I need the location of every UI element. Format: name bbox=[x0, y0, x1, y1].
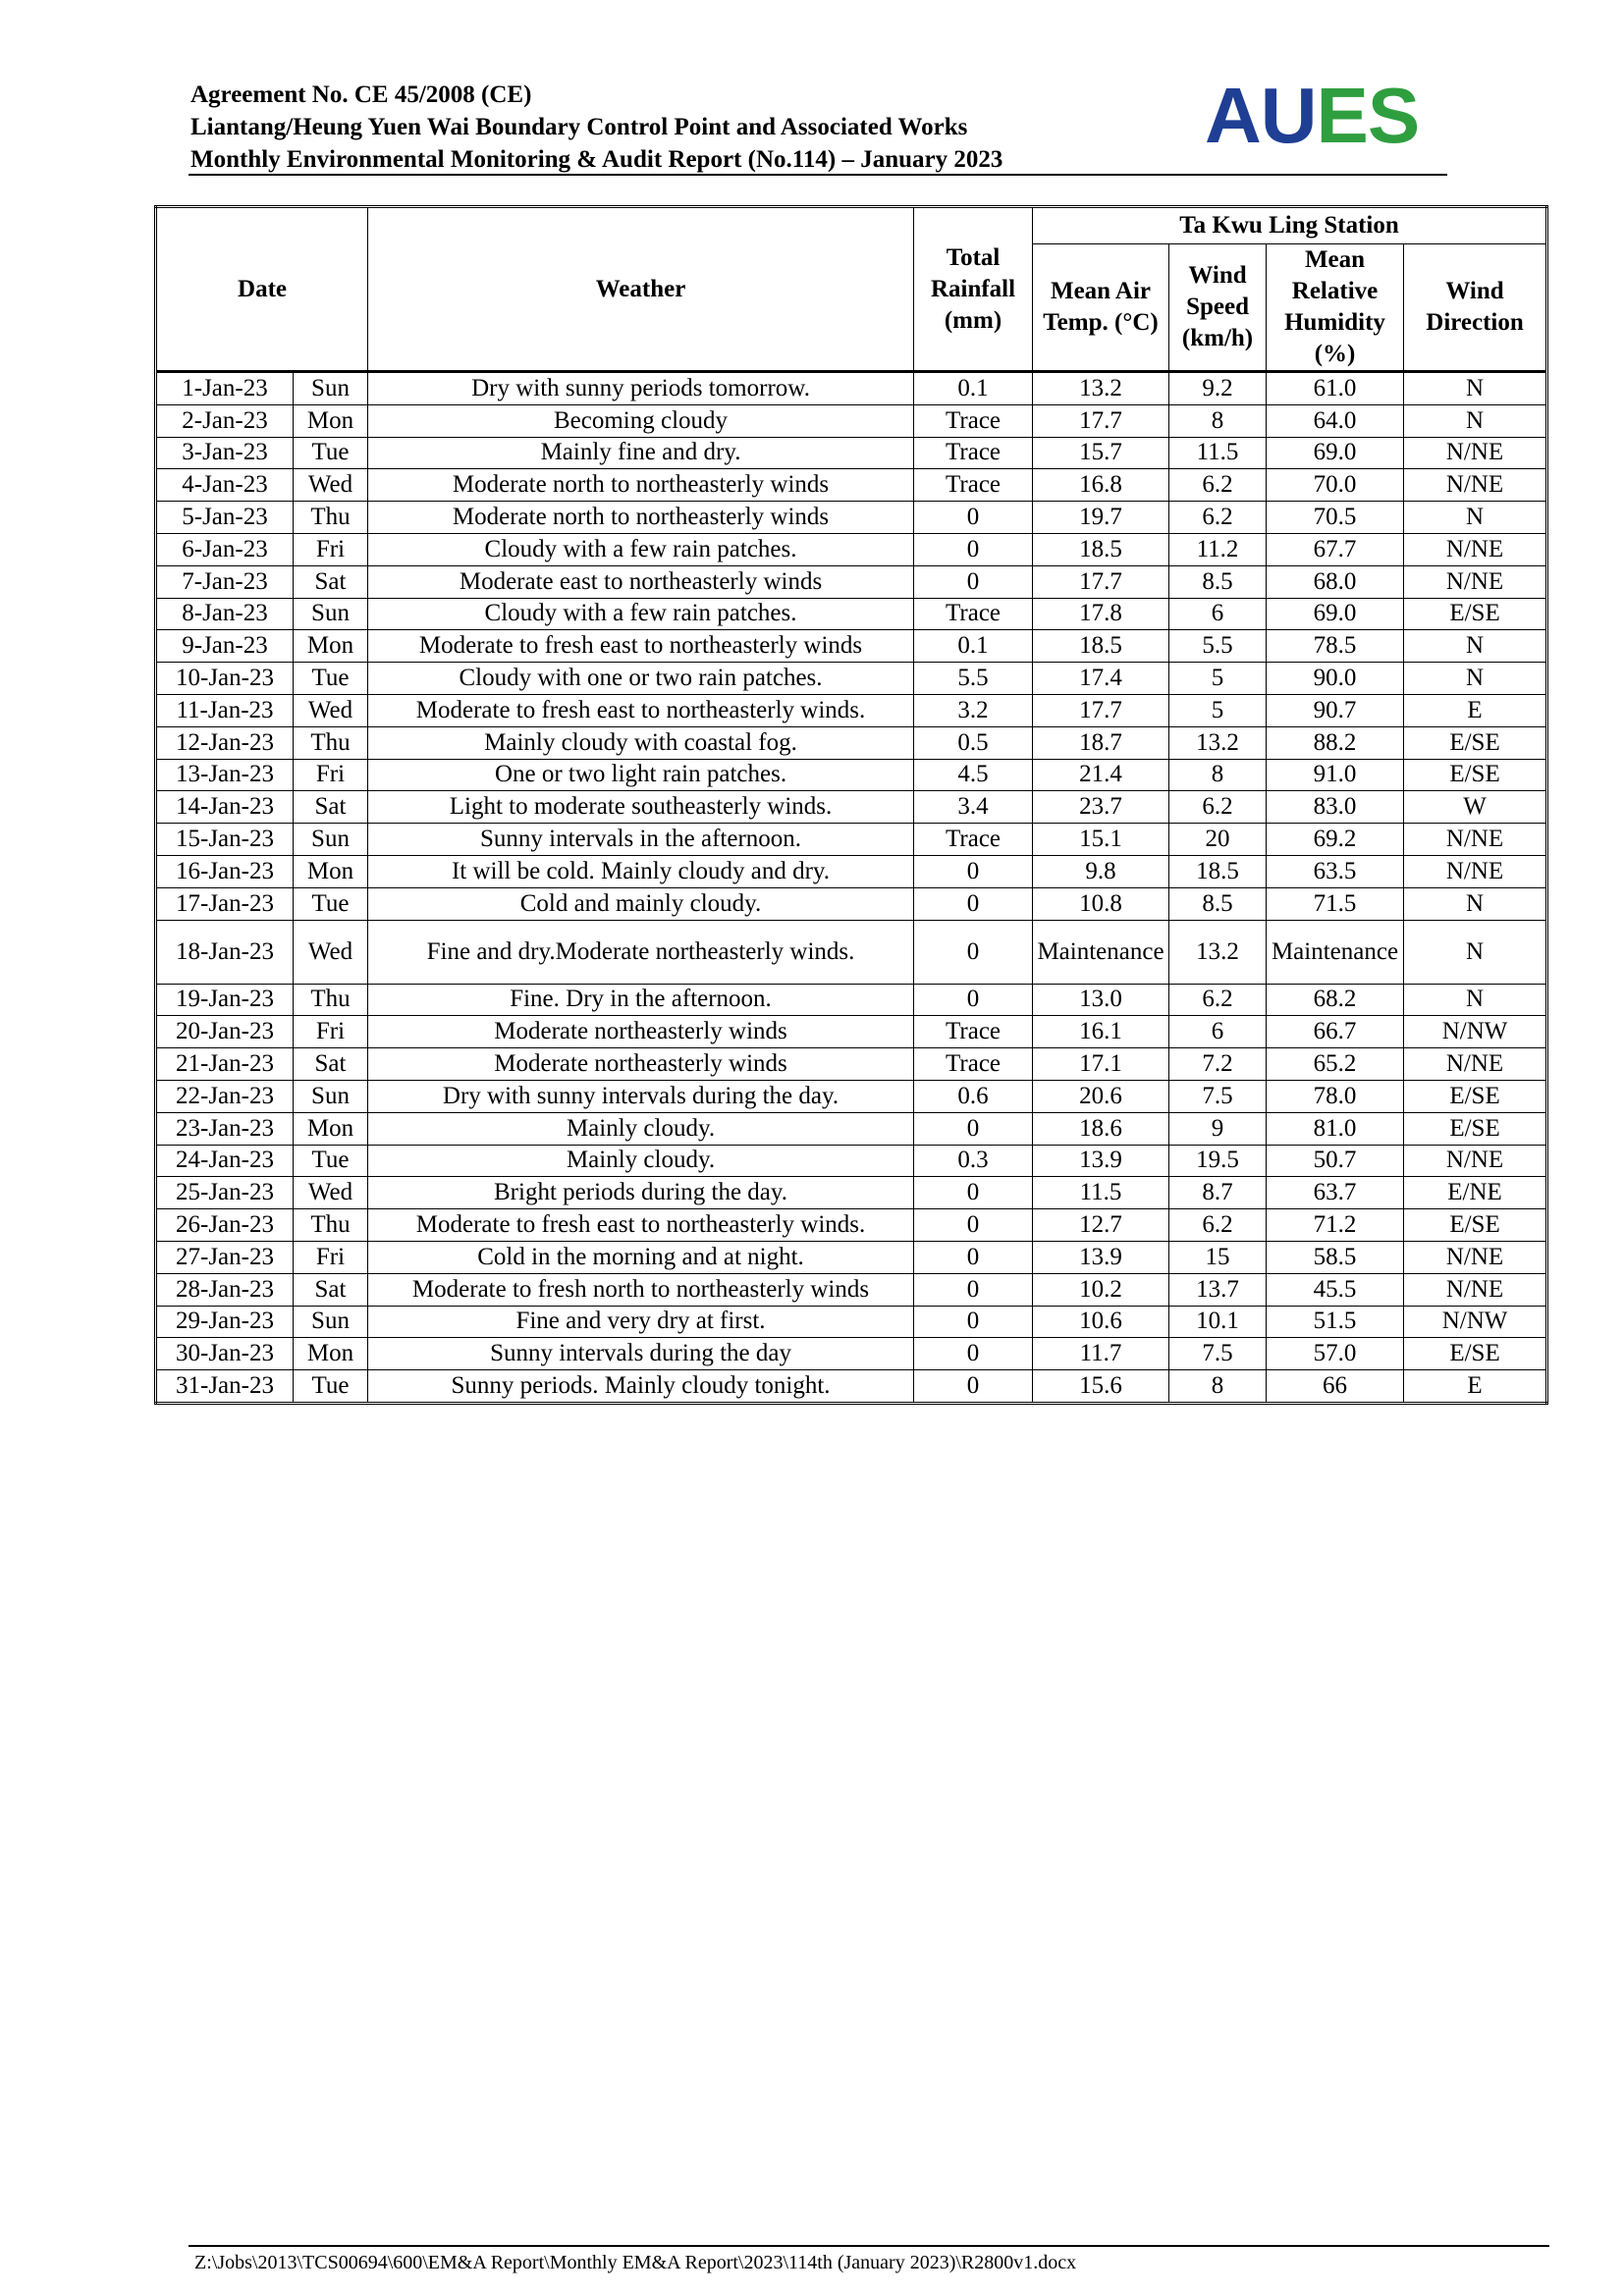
weather-cell: Fine and very dry at first. bbox=[368, 1306, 914, 1338]
temp-cell: 15.1 bbox=[1033, 824, 1169, 856]
humidity-cell: 61.0 bbox=[1267, 372, 1404, 405]
rainfall-cell: 0 bbox=[914, 1177, 1033, 1209]
humidity-cell: 78.5 bbox=[1267, 630, 1404, 663]
temp-cell: 12.7 bbox=[1033, 1209, 1169, 1242]
table-row bbox=[156, 1338, 1547, 1370]
date-cell: 17-Jan-23 bbox=[156, 887, 294, 920]
weather-cell: Sunny periods. Mainly cloudy tonight. bbox=[368, 1370, 914, 1404]
humidity-cell: 45.5 bbox=[1267, 1273, 1404, 1306]
date-cell: 10-Jan-23 bbox=[156, 663, 294, 695]
day-cell: Sun bbox=[294, 372, 368, 405]
temp-cell: 10.2 bbox=[1033, 1273, 1169, 1306]
wind-direction-cell: N bbox=[1404, 502, 1547, 534]
wind-speed-cell: 18.5 bbox=[1169, 855, 1267, 887]
wind-direction-cell: N/NE bbox=[1404, 565, 1547, 598]
day-cell: Sun bbox=[294, 1306, 368, 1338]
weather-cell: Fine. Dry in the afternoon. bbox=[368, 984, 914, 1016]
date-cell: 8-Jan-23 bbox=[156, 598, 294, 630]
date-cell: 4-Jan-23 bbox=[156, 469, 294, 502]
wind-direction-cell: E bbox=[1404, 1370, 1547, 1404]
wind-direction-cell: N/NW bbox=[1404, 1016, 1547, 1048]
wind-speed-cell: 13.2 bbox=[1169, 920, 1267, 984]
table-row bbox=[156, 984, 1547, 1016]
date-cell: 2-Jan-23 bbox=[156, 404, 294, 437]
aues-logo bbox=[1205, 72, 1420, 159]
humidity-column-header: Mean Relative Humidity (%) bbox=[1267, 244, 1404, 372]
humidity-cell: 50.7 bbox=[1267, 1145, 1404, 1177]
rainfall-cell: 0 bbox=[914, 1370, 1033, 1404]
temp-cell: 13.9 bbox=[1033, 1145, 1169, 1177]
wind-direction-cell: N bbox=[1404, 920, 1547, 984]
humidity-cell: 66 bbox=[1267, 1370, 1404, 1404]
table-row bbox=[156, 1209, 1547, 1242]
document-file-path: Z:\Jobs\2013\TCS00694\600\EM&A Report\Monthly EM&A Report\2023\114th (January 2023)\R2800v1.docx bbox=[194, 2252, 1077, 2273]
wind-speed-cell: 9.2 bbox=[1169, 372, 1267, 405]
logo-text-au: AU bbox=[1205, 72, 1317, 159]
weather-cell: Dry with sunny periods tomorrow. bbox=[368, 372, 914, 405]
rainfall-cell: 0 bbox=[914, 1306, 1033, 1338]
wind-direction-cell: E/SE bbox=[1404, 726, 1547, 759]
weather-cell: Moderate to fresh east to northeasterly winds. bbox=[368, 1209, 914, 1242]
day-cell: Tue bbox=[294, 1145, 368, 1177]
humidity-cell: 70.5 bbox=[1267, 502, 1404, 534]
humidity-cell: Maintenance bbox=[1267, 920, 1404, 984]
weather-cell: Bright periods during the day. bbox=[368, 1177, 914, 1209]
wind-speed-cell: 7.5 bbox=[1169, 1338, 1267, 1370]
wind-direction-cell: W bbox=[1404, 791, 1547, 824]
rainfall-column-header: Total Rainfall (mm) bbox=[914, 207, 1033, 372]
project-title: Liantang/Heung Yuen Wai Boundary Control Point and Associated Works bbox=[190, 114, 968, 140]
wind-speed-cell: 20 bbox=[1169, 824, 1267, 856]
wind-speed-cell: 13.2 bbox=[1169, 726, 1267, 759]
weather-cell: Sunny intervals during the day bbox=[368, 1338, 914, 1370]
day-cell: Fri bbox=[294, 759, 368, 791]
day-cell: Sat bbox=[294, 565, 368, 598]
wind-direction-cell: N/NE bbox=[1404, 1048, 1547, 1081]
table-row bbox=[156, 1306, 1547, 1338]
weather-cell: Cloudy with a few rain patches. bbox=[368, 533, 914, 565]
rainfall-cell: 0 bbox=[914, 887, 1033, 920]
weather-cell: Mainly fine and dry. bbox=[368, 437, 914, 469]
rainfall-cell: 0.1 bbox=[914, 372, 1033, 405]
wind-direction-cell: N bbox=[1404, 630, 1547, 663]
wind-speed-cell: 19.5 bbox=[1169, 1145, 1267, 1177]
date-cell: 18-Jan-23 bbox=[156, 920, 294, 984]
rainfall-cell: Trace bbox=[914, 404, 1033, 437]
day-cell: Wed bbox=[294, 920, 368, 984]
table-row bbox=[156, 533, 1547, 565]
date-cell: 13-Jan-23 bbox=[156, 759, 294, 791]
day-cell: Sat bbox=[294, 791, 368, 824]
table-row bbox=[156, 1048, 1547, 1081]
weather-cell: Moderate east to northeasterly winds bbox=[368, 565, 914, 598]
weather-cell: Fine and dry.Moderate northeasterly winds. bbox=[368, 920, 914, 984]
table-row bbox=[156, 663, 1547, 695]
date-cell: 14-Jan-23 bbox=[156, 791, 294, 824]
wind-direction-cell: E/SE bbox=[1404, 759, 1547, 791]
wind-direction-cell: N/NE bbox=[1404, 824, 1547, 856]
day-cell: Thu bbox=[294, 984, 368, 1016]
wind-speed-cell: 15 bbox=[1169, 1241, 1267, 1273]
humidity-cell: 71.2 bbox=[1267, 1209, 1404, 1242]
wind-direction-cell: E/NE bbox=[1404, 1177, 1547, 1209]
humidity-cell: 69.0 bbox=[1267, 598, 1404, 630]
date-cell: 20-Jan-23 bbox=[156, 1016, 294, 1048]
day-cell: Mon bbox=[294, 855, 368, 887]
wind-direction-cell: N bbox=[1404, 372, 1547, 405]
temp-cell: 17.7 bbox=[1033, 694, 1169, 726]
temp-cell: 19.7 bbox=[1033, 502, 1169, 534]
weather-cell: Mainly cloudy with coastal fog. bbox=[368, 726, 914, 759]
date-cell: 9-Jan-23 bbox=[156, 630, 294, 663]
table-row bbox=[156, 759, 1547, 791]
temp-cell: 17.1 bbox=[1033, 1048, 1169, 1081]
humidity-cell: 58.5 bbox=[1267, 1241, 1404, 1273]
temp-cell: 16.1 bbox=[1033, 1016, 1169, 1048]
wind-direction-cell: E/SE bbox=[1404, 598, 1547, 630]
weather-cell: Cloudy with a few rain patches. bbox=[368, 598, 914, 630]
weather-cell: Cold and mainly cloudy. bbox=[368, 887, 914, 920]
wind-speed-cell: 7.5 bbox=[1169, 1080, 1267, 1112]
footer-divider bbox=[189, 2245, 1549, 2247]
temp-cell: 17.7 bbox=[1033, 404, 1169, 437]
date-cell: 30-Jan-23 bbox=[156, 1338, 294, 1370]
table-row bbox=[156, 437, 1547, 469]
wind-direction-column-header: Wind Direction bbox=[1404, 244, 1547, 372]
station-header: Ta Kwu Ling Station bbox=[1033, 207, 1547, 244]
temp-cell: 10.6 bbox=[1033, 1306, 1169, 1338]
temp-cell: 18.5 bbox=[1033, 533, 1169, 565]
temp-cell: 17.4 bbox=[1033, 663, 1169, 695]
wind-speed-cell: 7.2 bbox=[1169, 1048, 1267, 1081]
wind-speed-cell: 5.5 bbox=[1169, 630, 1267, 663]
day-cell: Mon bbox=[294, 1338, 368, 1370]
weather-cell: Mainly cloudy. bbox=[368, 1145, 914, 1177]
wind-speed-cell: 6 bbox=[1169, 598, 1267, 630]
date-cell: 26-Jan-23 bbox=[156, 1209, 294, 1242]
rainfall-cell: 0 bbox=[914, 855, 1033, 887]
temp-cell: 17.7 bbox=[1033, 565, 1169, 598]
wind-direction-cell: E/SE bbox=[1404, 1080, 1547, 1112]
wind-speed-cell: 9 bbox=[1169, 1112, 1267, 1145]
table-row bbox=[156, 1241, 1547, 1273]
table-row bbox=[156, 372, 1547, 405]
agreement-number: Agreement No. CE 45/2008 (CE) bbox=[190, 81, 532, 108]
day-cell: Wed bbox=[294, 469, 368, 502]
rainfall-cell: Trace bbox=[914, 1048, 1033, 1081]
day-cell: Sun bbox=[294, 824, 368, 856]
temp-cell: 15.6 bbox=[1033, 1370, 1169, 1404]
wind-direction-cell: N/NE bbox=[1404, 533, 1547, 565]
table-row bbox=[156, 630, 1547, 663]
temp-cell: 13.9 bbox=[1033, 1241, 1169, 1273]
date-cell: 1-Jan-23 bbox=[156, 372, 294, 405]
wind-speed-cell: 8.7 bbox=[1169, 1177, 1267, 1209]
day-cell: Tue bbox=[294, 887, 368, 920]
rainfall-cell: 0 bbox=[914, 920, 1033, 984]
temp-cell: 17.8 bbox=[1033, 598, 1169, 630]
temp-cell: 11.7 bbox=[1033, 1338, 1169, 1370]
wind-speed-cell: 8.5 bbox=[1169, 887, 1267, 920]
day-cell: Tue bbox=[294, 1370, 368, 1404]
wind-direction-cell: N/NE bbox=[1404, 437, 1547, 469]
wind-speed-cell: 8.5 bbox=[1169, 565, 1267, 598]
temp-cell: 21.4 bbox=[1033, 759, 1169, 791]
wind-speed-cell: 5 bbox=[1169, 663, 1267, 695]
humidity-cell: 71.5 bbox=[1267, 887, 1404, 920]
rainfall-cell: 0.6 bbox=[914, 1080, 1033, 1112]
day-cell: Thu bbox=[294, 502, 368, 534]
rainfall-cell: Trace bbox=[914, 437, 1033, 469]
weather-cell: One or two light rain patches. bbox=[368, 759, 914, 791]
rainfall-cell: 0 bbox=[914, 1338, 1033, 1370]
temp-cell: 16.8 bbox=[1033, 469, 1169, 502]
date-cell: 15-Jan-23 bbox=[156, 824, 294, 856]
table-row bbox=[156, 404, 1547, 437]
weather-cell: Moderate northeasterly winds bbox=[368, 1016, 914, 1048]
date-cell: 22-Jan-23 bbox=[156, 1080, 294, 1112]
table-row bbox=[156, 1112, 1547, 1145]
weather-cell: Moderate to fresh east to northeasterly winds. bbox=[368, 694, 914, 726]
day-cell: Tue bbox=[294, 663, 368, 695]
date-cell: 16-Jan-23 bbox=[156, 855, 294, 887]
humidity-cell: 90.0 bbox=[1267, 663, 1404, 695]
humidity-cell: 63.5 bbox=[1267, 855, 1404, 887]
temp-cell: 15.7 bbox=[1033, 437, 1169, 469]
temp-cell: 11.5 bbox=[1033, 1177, 1169, 1209]
date-cell: 7-Jan-23 bbox=[156, 565, 294, 598]
humidity-cell: 69.0 bbox=[1267, 437, 1404, 469]
table-row bbox=[156, 694, 1547, 726]
wind-direction-cell: E/SE bbox=[1404, 1209, 1547, 1242]
table-row bbox=[156, 469, 1547, 502]
wind-direction-cell: N/NE bbox=[1404, 855, 1547, 887]
weather-cell: Moderate to fresh north to northeasterly winds bbox=[368, 1273, 914, 1306]
date-cell: 21-Jan-23 bbox=[156, 1048, 294, 1081]
wind-direction-cell: N/NE bbox=[1404, 1273, 1547, 1306]
table-row bbox=[156, 1273, 1547, 1306]
rainfall-cell: Trace bbox=[914, 824, 1033, 856]
rainfall-cell: 0 bbox=[914, 1209, 1033, 1242]
date-cell: 3-Jan-23 bbox=[156, 437, 294, 469]
table-row bbox=[156, 855, 1547, 887]
weather-cell: Cloudy with one or two rain patches. bbox=[368, 663, 914, 695]
wind-speed-column-header: Wind Speed (km/h) bbox=[1169, 244, 1267, 372]
weather-table bbox=[154, 205, 1548, 1405]
wind-direction-cell: N/NE bbox=[1404, 1145, 1547, 1177]
wind-speed-cell: 8 bbox=[1169, 759, 1267, 791]
temp-cell: 20.6 bbox=[1033, 1080, 1169, 1112]
humidity-cell: 91.0 bbox=[1267, 759, 1404, 791]
day-cell: Fri bbox=[294, 533, 368, 565]
rainfall-cell: 0 bbox=[914, 984, 1033, 1016]
rainfall-cell: 3.4 bbox=[914, 791, 1033, 824]
rainfall-cell: Trace bbox=[914, 469, 1033, 502]
date-cell: 5-Jan-23 bbox=[156, 502, 294, 534]
date-cell: 27-Jan-23 bbox=[156, 1241, 294, 1273]
day-cell: Mon bbox=[294, 630, 368, 663]
wind-direction-cell: N bbox=[1404, 984, 1547, 1016]
wind-direction-cell: N bbox=[1404, 887, 1547, 920]
table-row bbox=[156, 1016, 1547, 1048]
day-cell: Fri bbox=[294, 1016, 368, 1048]
weather-cell: Light to moderate southeasterly winds. bbox=[368, 791, 914, 824]
wind-speed-cell: 6.2 bbox=[1169, 469, 1267, 502]
day-cell: Thu bbox=[294, 726, 368, 759]
wind-speed-cell: 5 bbox=[1169, 694, 1267, 726]
wind-direction-cell: N bbox=[1404, 404, 1547, 437]
day-cell: Sun bbox=[294, 598, 368, 630]
temp-cell: 23.7 bbox=[1033, 791, 1169, 824]
weather-table-body bbox=[156, 372, 1547, 1404]
wind-speed-cell: 6.2 bbox=[1169, 502, 1267, 534]
humidity-cell: 78.0 bbox=[1267, 1080, 1404, 1112]
date-cell: 31-Jan-23 bbox=[156, 1370, 294, 1404]
wind-speed-cell: 10.1 bbox=[1169, 1306, 1267, 1338]
humidity-cell: 81.0 bbox=[1267, 1112, 1404, 1145]
day-cell: Sat bbox=[294, 1048, 368, 1081]
rainfall-cell: 0.5 bbox=[914, 726, 1033, 759]
rainfall-cell: 4.5 bbox=[914, 759, 1033, 791]
weather-cell: Mainly cloudy. bbox=[368, 1112, 914, 1145]
table-row bbox=[156, 565, 1547, 598]
table-row bbox=[156, 598, 1547, 630]
date-cell: 19-Jan-23 bbox=[156, 984, 294, 1016]
rainfall-cell: 0 bbox=[914, 1241, 1033, 1273]
rainfall-cell: 0 bbox=[914, 565, 1033, 598]
rainfall-cell: Trace bbox=[914, 598, 1033, 630]
wind-speed-cell: 8 bbox=[1169, 404, 1267, 437]
table-row bbox=[156, 791, 1547, 824]
weather-cell: Moderate to fresh east to northeasterly winds bbox=[368, 630, 914, 663]
weather-cell: Sunny intervals in the afternoon. bbox=[368, 824, 914, 856]
humidity-cell: 65.2 bbox=[1267, 1048, 1404, 1081]
wind-direction-cell: N/NE bbox=[1404, 469, 1547, 502]
day-cell: Wed bbox=[294, 694, 368, 726]
rainfall-cell: 3.2 bbox=[914, 694, 1033, 726]
wind-speed-cell: 6.2 bbox=[1169, 791, 1267, 824]
weather-column-header: Weather bbox=[368, 207, 914, 372]
weather-cell: Moderate north to northeasterly winds bbox=[368, 469, 914, 502]
humidity-cell: 66.7 bbox=[1267, 1016, 1404, 1048]
weather-cell: Dry with sunny intervals during the day. bbox=[368, 1080, 914, 1112]
table-row bbox=[156, 824, 1547, 856]
humidity-cell: 67.7 bbox=[1267, 533, 1404, 565]
humidity-cell: 90.7 bbox=[1267, 694, 1404, 726]
date-cell: 28-Jan-23 bbox=[156, 1273, 294, 1306]
date-column-header: Date bbox=[156, 207, 368, 372]
temp-column-header: Mean Air Temp. (°C) bbox=[1033, 244, 1169, 372]
rainfall-cell: 0 bbox=[914, 1112, 1033, 1145]
wind-speed-cell: 11.5 bbox=[1169, 437, 1267, 469]
humidity-cell: 68.0 bbox=[1267, 565, 1404, 598]
header-divider bbox=[189, 174, 1447, 176]
temp-cell: Maintenance bbox=[1033, 920, 1169, 984]
weather-cell: Becoming cloudy bbox=[368, 404, 914, 437]
humidity-cell: 63.7 bbox=[1267, 1177, 1404, 1209]
temp-cell: 13.2 bbox=[1033, 372, 1169, 405]
humidity-cell: 70.0 bbox=[1267, 469, 1404, 502]
wind-direction-cell: N/NW bbox=[1404, 1306, 1547, 1338]
day-cell: Thu bbox=[294, 1209, 368, 1242]
report-title: Monthly Environmental Monitoring & Audit Report (No.114) – January 2023 bbox=[190, 146, 1003, 173]
day-cell: Wed bbox=[294, 1177, 368, 1209]
wind-speed-cell: 13.7 bbox=[1169, 1273, 1267, 1306]
date-cell: 11-Jan-23 bbox=[156, 694, 294, 726]
table-row bbox=[156, 1080, 1547, 1112]
rainfall-cell: 5.5 bbox=[914, 663, 1033, 695]
weather-cell: Moderate northeasterly winds bbox=[368, 1048, 914, 1081]
humidity-cell: 68.2 bbox=[1267, 984, 1404, 1016]
humidity-cell: 88.2 bbox=[1267, 726, 1404, 759]
wind-speed-cell: 6.2 bbox=[1169, 984, 1267, 1016]
humidity-cell: 69.2 bbox=[1267, 824, 1404, 856]
rainfall-cell: 0.1 bbox=[914, 630, 1033, 663]
rainfall-cell: 0 bbox=[914, 502, 1033, 534]
date-cell: 24-Jan-23 bbox=[156, 1145, 294, 1177]
wind-speed-cell: 8 bbox=[1169, 1370, 1267, 1404]
temp-cell: 10.8 bbox=[1033, 887, 1169, 920]
table-row bbox=[156, 920, 1547, 984]
temp-cell: 9.8 bbox=[1033, 855, 1169, 887]
date-cell: 12-Jan-23 bbox=[156, 726, 294, 759]
table-row bbox=[156, 502, 1547, 534]
table-row bbox=[156, 1145, 1547, 1177]
weather-cell: Cold in the morning and at night. bbox=[368, 1241, 914, 1273]
wind-direction-cell: E/SE bbox=[1404, 1112, 1547, 1145]
rainfall-cell: Trace bbox=[914, 1016, 1033, 1048]
wind-direction-cell: N/NE bbox=[1404, 1241, 1547, 1273]
table-row bbox=[156, 887, 1547, 920]
day-cell: Sun bbox=[294, 1080, 368, 1112]
day-cell: Mon bbox=[294, 1112, 368, 1145]
rainfall-cell: 0 bbox=[914, 533, 1033, 565]
date-cell: 29-Jan-23 bbox=[156, 1306, 294, 1338]
table-row bbox=[156, 1177, 1547, 1209]
logo-text-es: ES bbox=[1316, 72, 1420, 159]
wind-direction-cell: E/SE bbox=[1404, 1338, 1547, 1370]
wind-direction-cell: E bbox=[1404, 694, 1547, 726]
wind-speed-cell: 11.2 bbox=[1169, 533, 1267, 565]
wind-speed-cell: 6 bbox=[1169, 1016, 1267, 1048]
humidity-cell: 51.5 bbox=[1267, 1306, 1404, 1338]
temp-cell: 18.7 bbox=[1033, 726, 1169, 759]
weather-cell: Moderate north to northeasterly winds bbox=[368, 502, 914, 534]
date-cell: 23-Jan-23 bbox=[156, 1112, 294, 1145]
humidity-cell: 83.0 bbox=[1267, 791, 1404, 824]
humidity-cell: 64.0 bbox=[1267, 404, 1404, 437]
rainfall-cell: 0 bbox=[914, 1273, 1033, 1306]
date-cell: 25-Jan-23 bbox=[156, 1177, 294, 1209]
humidity-cell: 57.0 bbox=[1267, 1338, 1404, 1370]
wind-direction-cell: N bbox=[1404, 663, 1547, 695]
day-cell: Fri bbox=[294, 1241, 368, 1273]
day-cell: Sat bbox=[294, 1273, 368, 1306]
day-cell: Mon bbox=[294, 404, 368, 437]
temp-cell: 13.0 bbox=[1033, 984, 1169, 1016]
date-cell: 6-Jan-23 bbox=[156, 533, 294, 565]
table-row bbox=[156, 1370, 1547, 1404]
rainfall-cell: 0.3 bbox=[914, 1145, 1033, 1177]
temp-cell: 18.5 bbox=[1033, 630, 1169, 663]
weather-cell: It will be cold. Mainly cloudy and dry. bbox=[368, 855, 914, 887]
table-row bbox=[156, 726, 1547, 759]
day-cell: Tue bbox=[294, 437, 368, 469]
wind-speed-cell: 6.2 bbox=[1169, 1209, 1267, 1242]
temp-cell: 18.6 bbox=[1033, 1112, 1169, 1145]
